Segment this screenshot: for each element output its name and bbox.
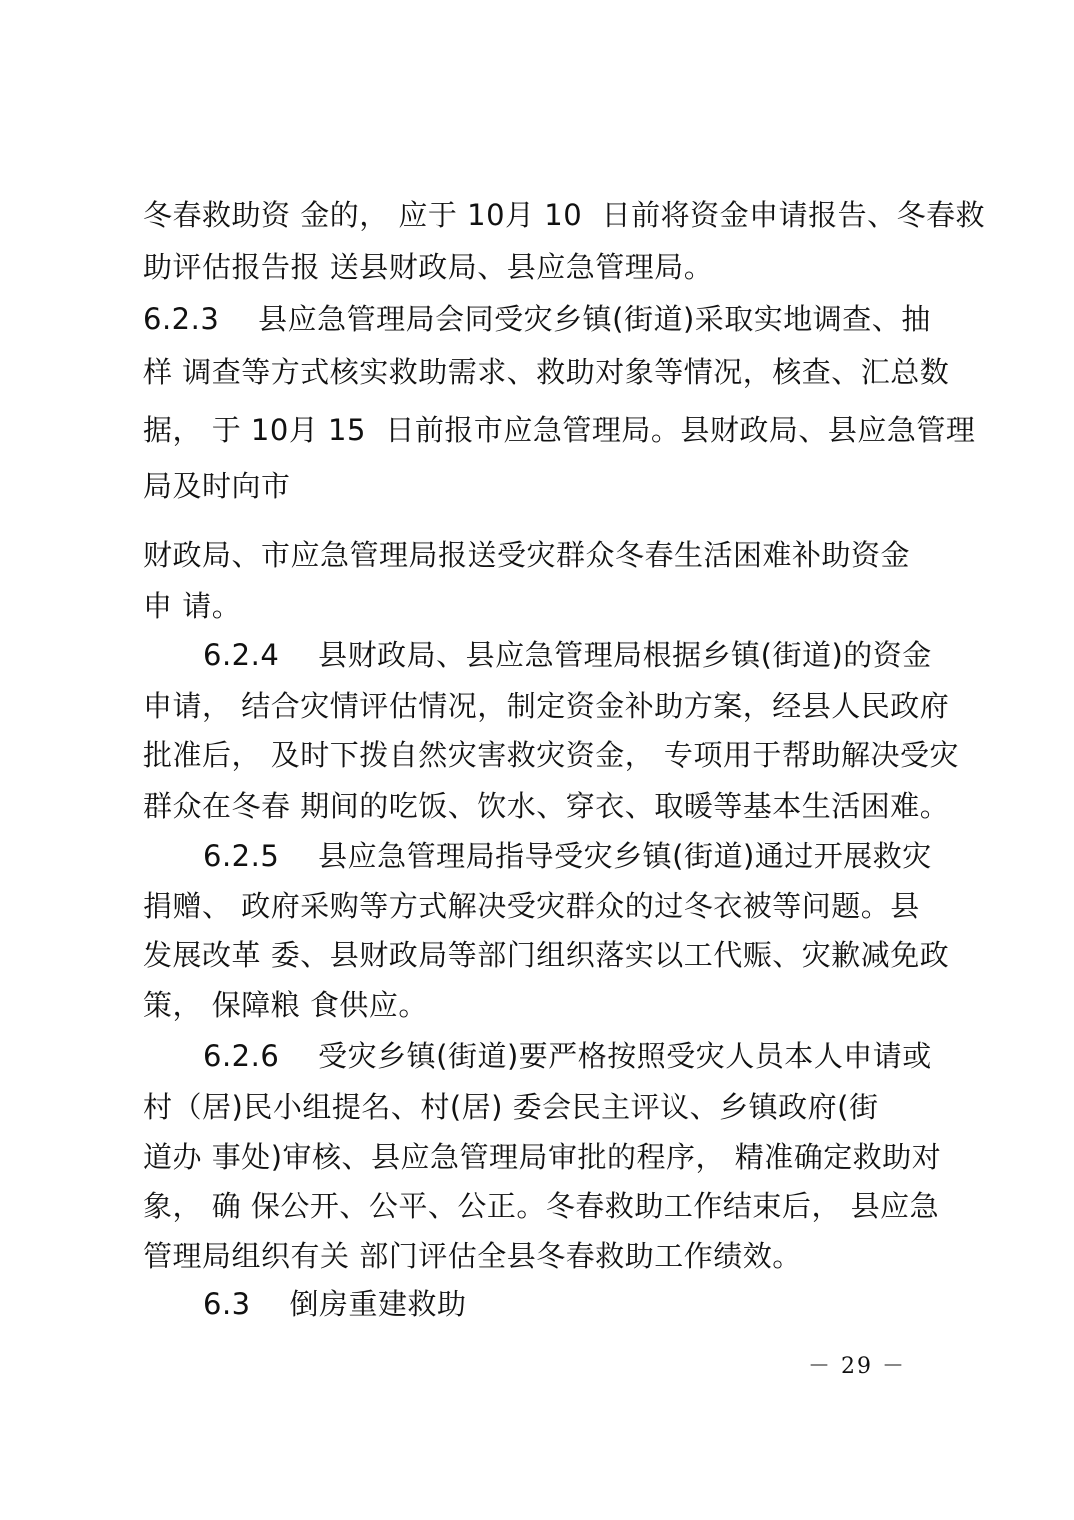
text-line: 管理局组织有关 部门评估全县冬春救助工作绩效。 xyxy=(143,1239,802,1273)
section-heading-6-2-6: 6.2.6 受灾乡镇(街道)要严格按照受灾人员本人申请或 xyxy=(203,1039,932,1073)
text-line: 批准后， 及时下拨自然灾害救灾资金， 专项用于帮助解决受灾 xyxy=(143,738,959,772)
section-heading-6-2-5: 6.2.5 县应急管理局指导受灾乡镇(街道)通过开展救灾 xyxy=(203,839,932,873)
text-line: 道办 事处)审核、县应急管理局审批的程序， 精准确定救助对 xyxy=(143,1140,942,1174)
text-line: 发展改革 委、县财政局等部门组织落实以工代赈、灾歉减免政 xyxy=(143,938,950,972)
text-line: 申 请。 xyxy=(143,589,242,623)
text-line: 策， 保障粮 食供应。 xyxy=(143,988,428,1022)
text-line: 群众在冬春 期间的吃饭、饮水、穿衣、取暖等基本生活困难。 xyxy=(143,789,950,823)
text-line: 冬春救助资 金的， 应于 10月 10 日前将资金申请报告、冬春救 xyxy=(143,198,986,232)
text-line: 财政局、市应急管理局报送受灾群众冬春生活困难补助资金 xyxy=(143,538,911,572)
text-line: 象， 确 保公开、公平、公正。冬春救助工作结束后， 县应急 xyxy=(143,1189,940,1223)
text-line: 村（居)民小组提名、村(居) 委会民主评议、乡镇政府(街 xyxy=(143,1090,879,1124)
section-heading-6-2-4: 6.2.4 县财政局、县应急管理局根据乡镇(街道)的资金 xyxy=(203,638,932,672)
text-line: 捐赠、 政府采购等方式解决受灾群众的过冬衣被等问题。县 xyxy=(143,889,920,923)
text-line: 6.2.3 县应急管理局会同受灾乡镇(街道)采取实地调查、抽 xyxy=(143,302,931,336)
text-line: 样 调查等方式核实救助需求、救助对象等情况，核查、汇总数 xyxy=(143,355,950,389)
page-number: － 29 － xyxy=(808,1354,906,1379)
section-heading-6-3: 6.3 倒房重建救助 xyxy=(203,1287,467,1321)
text-line: 局及时向市 xyxy=(143,469,291,503)
text-line: 申请， 结合灾情评估情况，制定资金补助方案，经县人民政府 xyxy=(143,689,950,723)
text-line: 助评估报告报 送县财政局、县应急管理局。 xyxy=(143,250,714,284)
text-line: 据， 于 10月 15 日前报市应急管理局。县财政局、县应急管理 xyxy=(143,413,976,447)
